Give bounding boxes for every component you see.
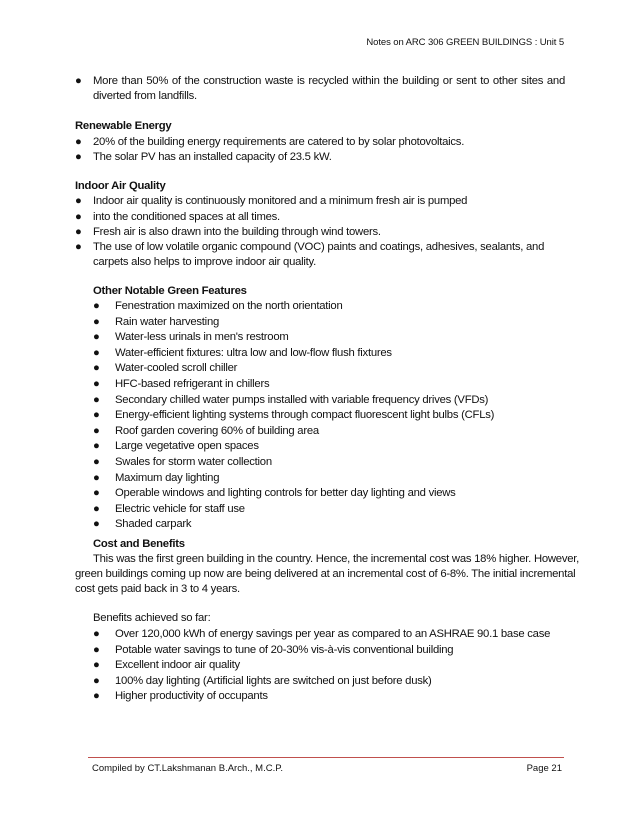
bullet-icon: ● — [75, 195, 82, 207]
footer-rule — [88, 757, 564, 758]
bullet-icon: ● — [93, 440, 100, 453]
bullet-icon: ● — [93, 315, 100, 328]
section-heading-cost: Cost and Benefits — [93, 538, 185, 550]
list-item — [93, 486, 563, 501]
list-item-text: Water-less urinals in men's restroom — [115, 331, 289, 344]
bullet-icon: ● — [93, 300, 100, 312]
list-item-text: Water-efficient fixtures: ultra low and low-flow flush fixtures — [115, 346, 392, 359]
benefits-intro: Benefits achieved so far: — [93, 612, 211, 624]
list-item-text: Large vegetative open spaces — [115, 440, 259, 453]
list-item — [93, 439, 563, 454]
list-item-text: Indoor air quality is continuously monitored and a minimum fresh air is pumped — [93, 195, 468, 207]
bullet-icon: ● — [93, 518, 100, 531]
section-heading-renewable: Renewable Energy — [75, 120, 172, 132]
list-item — [75, 135, 565, 150]
list-item — [93, 689, 563, 704]
list-item — [93, 377, 563, 392]
list-item — [75, 240, 565, 271]
list-item-text: Roof garden covering 60% of building area — [115, 424, 319, 437]
page-number: Page 21 — [526, 763, 562, 774]
list-item-text: Electric vehicle for staff use — [115, 502, 245, 515]
list-item-text: 100% day lighting (Artificial lights are switched on just before dusk) — [115, 674, 432, 687]
list-item-text: Water-cooled scroll chiller — [115, 362, 238, 375]
list-item-text: Operable windows and lighting controls for better day lighting and views — [115, 487, 456, 500]
list-item-text: Fresh air is also drawn into the building through wind towers. — [93, 226, 381, 238]
list-item — [93, 361, 563, 376]
list-item-text: The use of low volatile organic compound (VOC) paints and coatings, adhesives, sealants, and carpets also helps to improve indoor air quality. — [93, 241, 545, 269]
list-item — [93, 330, 563, 345]
bullet-icon: ● — [93, 471, 100, 484]
list-item — [93, 471, 563, 486]
list-item-text: Energy-efficient lighting systems through compact fluorescent light bulbs (CFLs) — [115, 409, 495, 422]
section-heading-iaq: Indoor Air Quality — [75, 180, 166, 192]
bullet-icon: ● — [93, 690, 100, 703]
bullet-icon: ● — [93, 409, 100, 422]
cost-paragraph-line: cost gets paid back in 3 to 4 years. — [75, 583, 240, 595]
bullet-icon: ● — [93, 456, 100, 468]
list-item — [93, 643, 563, 658]
bullet-icon: ● — [93, 502, 100, 515]
list-item — [93, 502, 563, 517]
footer-credit: Compiled by CT.Lakshmanan B.Arch., M.C.P. — [92, 763, 283, 774]
bullet-icon: ● — [75, 241, 82, 253]
list-item — [93, 315, 563, 330]
bullet-icon: ● — [93, 424, 100, 437]
bullet-icon: ● — [75, 136, 82, 148]
list-item-text: 20% of the building energy requirements are catered to by solar photovoltaics. — [93, 136, 465, 148]
list-item-text: into the conditioned spaces at all times. — [93, 211, 280, 223]
list-item — [75, 74, 565, 105]
bullet-icon: ● — [93, 643, 100, 656]
list-item-text: Over 120,000 kWh of energy savings per year as compared to an ASHRAE 90.1 base case — [115, 628, 551, 640]
bullet-icon: ● — [93, 487, 100, 500]
bullet-icon: ● — [75, 226, 82, 238]
cost-paragraph-line: green buildings coming up now are being delivered at an incremental cost of 6-8%. The initial incremental — [75, 568, 576, 580]
list-item-text: The solar PV has an installed capacity of 23.5 kW. — [93, 151, 332, 163]
list-item-text: Shaded carpark — [115, 518, 192, 531]
list-item-text: Secondary chilled water pumps installed with variable frequency drives (VFDs) — [115, 393, 489, 406]
list-item-text: Fenestration maximized on the north orientation — [115, 300, 343, 312]
list-item — [93, 627, 563, 642]
list-item-text: Potable water savings to tune of 20-30% vis-à-vis conventional building — [115, 643, 454, 656]
list-item — [93, 424, 563, 439]
cost-paragraph-line: This was the first green building in the country. Hence, the incremental cost was 18% higher. However, — [93, 553, 580, 565]
bullet-icon: ● — [75, 151, 82, 163]
bullet-icon: ● — [75, 211, 82, 223]
bullet-icon: ● — [93, 378, 100, 390]
list-item — [75, 150, 565, 165]
bullet-icon: ● — [93, 659, 100, 672]
list-item — [93, 346, 563, 361]
list-item — [93, 393, 563, 408]
section-heading-features: Other Notable Green Features — [93, 285, 247, 297]
list-item-text: Swales for storm water collection — [115, 456, 272, 468]
bullet-icon: ● — [93, 346, 100, 359]
list-item — [93, 674, 563, 689]
bullet-icon: ● — [93, 393, 100, 406]
list-item — [75, 194, 565, 209]
bullet-icon: ● — [75, 75, 82, 87]
running-header: Notes on ARC 306 GREEN BUILDINGS : Unit 5 — [366, 37, 564, 48]
list-item — [93, 455, 563, 470]
list-item — [93, 299, 563, 314]
bullet-icon: ● — [93, 674, 100, 687]
list-item-text: Rain water harvesting — [115, 315, 220, 328]
list-item-text: Higher productivity of occupants — [115, 690, 268, 703]
list-item — [93, 517, 563, 532]
list-item-text: More than 50% of the construction waste is recycled within the building or sent to other sites and diverted from landfills. — [93, 75, 565, 103]
list-item — [75, 210, 565, 225]
bullet-icon: ● — [93, 628, 100, 640]
bullet-icon: ● — [93, 362, 100, 375]
list-item-text: Maximum day lighting — [115, 471, 220, 484]
bullet-icon: ● — [93, 331, 100, 344]
list-item — [93, 408, 563, 423]
list-item — [93, 658, 563, 673]
list-item-text: HFC-based refrigerant in chillers — [115, 378, 270, 390]
list-item-text: Excellent indoor air quality — [115, 659, 240, 672]
list-item — [75, 225, 565, 240]
